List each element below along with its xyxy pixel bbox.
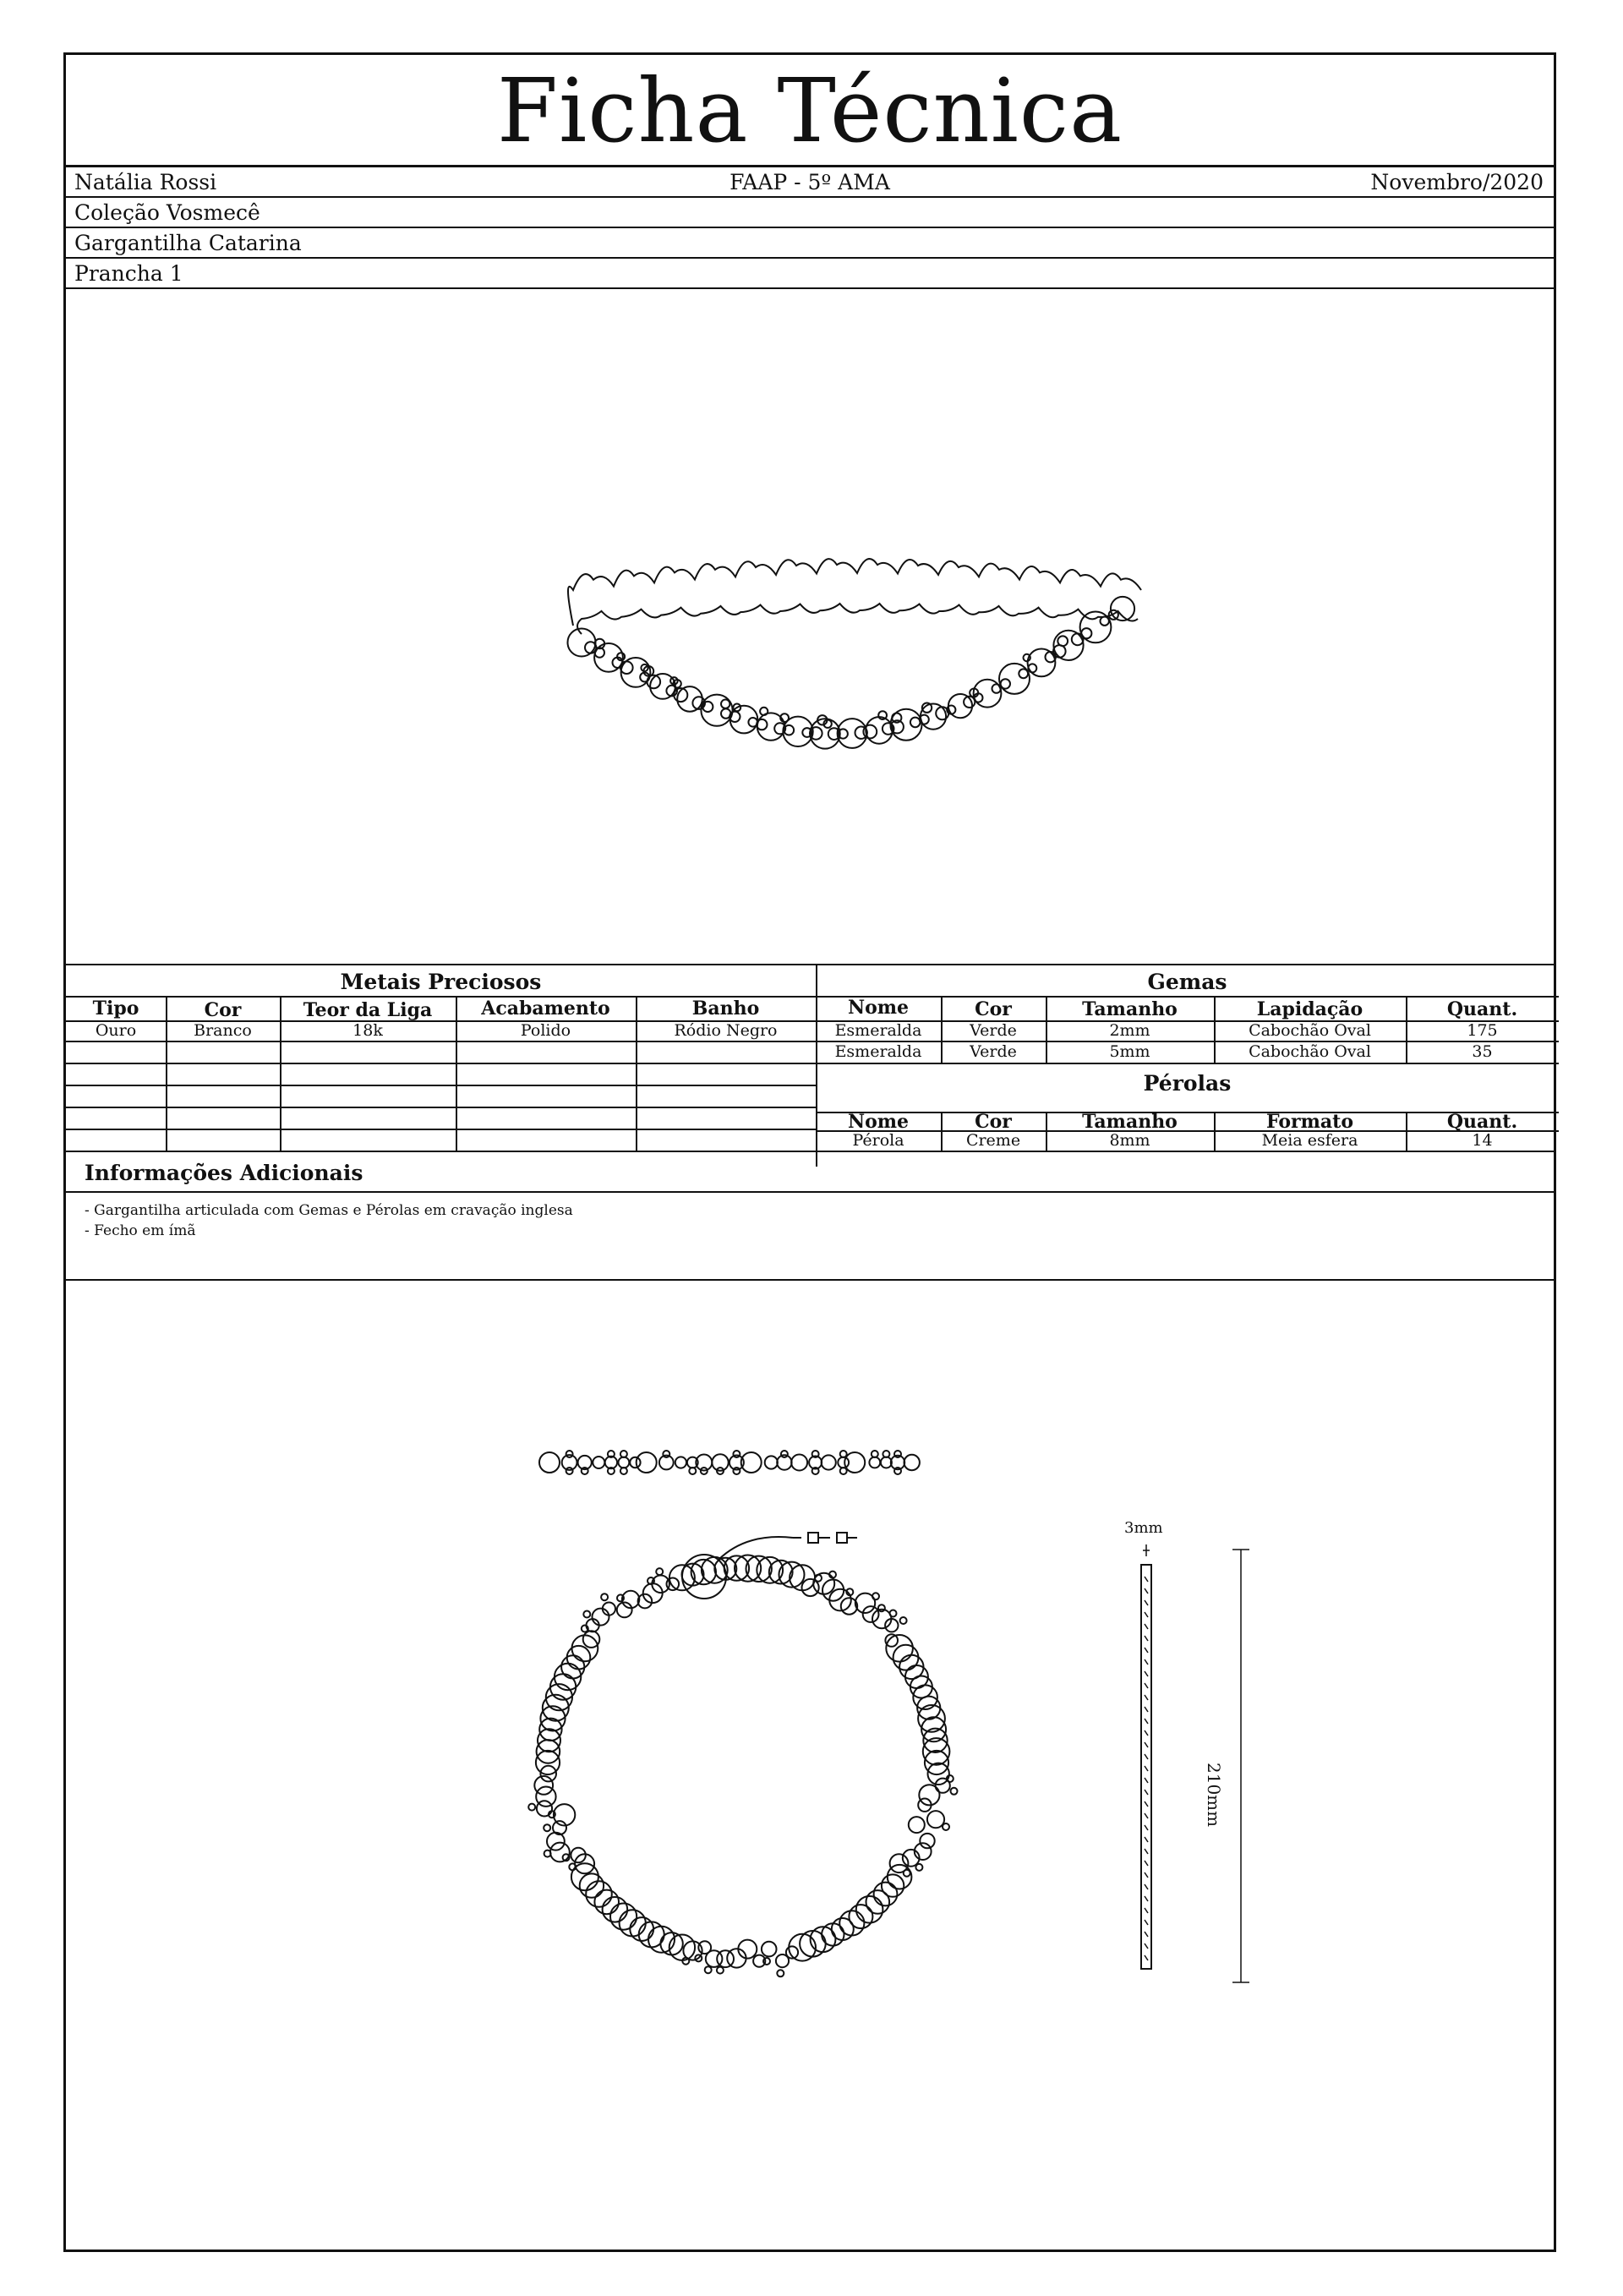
ring-stone	[863, 1606, 879, 1622]
ring-stone	[610, 1904, 637, 1930]
metals-cell: Ródio Negro	[674, 1021, 778, 1040]
profile-dash	[1145, 1624, 1148, 1629]
profile-dash	[1145, 1837, 1148, 1842]
ring-stone	[789, 1934, 816, 1961]
header-row-author	[66, 167, 1554, 198]
side-stone	[619, 1457, 630, 1468]
metals-cell: 18k	[352, 1021, 383, 1040]
technical-sheet	[63, 52, 1556, 2252]
profile-dash	[1145, 1861, 1148, 1866]
gems-col-cor: Cor	[975, 998, 1012, 1020]
side-stone	[593, 1457, 604, 1468]
gems-cell: 2mm	[1109, 1021, 1150, 1040]
ring-accent	[601, 1594, 608, 1600]
profile-dash	[1145, 1813, 1148, 1818]
ring-stone	[594, 1890, 619, 1915]
ring-stone	[920, 1834, 934, 1848]
profile-dash	[1145, 1943, 1148, 1949]
pearls-cell: Meia esfera	[1261, 1131, 1358, 1150]
clasp-detail	[793, 1533, 857, 1543]
profile-dash	[1145, 1742, 1148, 1747]
profile-dash	[1145, 1659, 1148, 1665]
profile-dash	[1145, 1908, 1148, 1913]
ring-stone	[776, 1954, 789, 1967]
pearls-title: Pérolas	[1143, 1071, 1232, 1096]
additional-info-bottom	[66, 1279, 1554, 1281]
ring-stone	[909, 1817, 925, 1833]
profile-dash	[1145, 1849, 1148, 1854]
side-stone	[869, 1457, 880, 1468]
gems-col-lapidacao: Lapidação	[1256, 998, 1363, 1020]
profile-dash	[1145, 1801, 1148, 1807]
metals-col-tipo: Tipo	[92, 998, 139, 1020]
side-stone	[765, 1456, 778, 1468]
side-stone	[822, 1455, 836, 1469]
board-number: Prancha 1	[74, 261, 183, 286]
pearls-col-nome: Nome	[847, 1111, 910, 1133]
side-accent	[733, 1451, 740, 1457]
gems-title: Gemas	[1147, 970, 1227, 994]
ring-accent	[900, 1617, 907, 1624]
side-stone	[791, 1455, 807, 1471]
back-band-inner	[577, 604, 1138, 634]
side-stone	[844, 1452, 865, 1473]
front-stone	[838, 719, 867, 748]
institution: FAAP - 5º AMA	[730, 170, 890, 194]
ring-accent	[951, 1788, 958, 1795]
profile-dash	[1145, 1671, 1148, 1676]
profile-dash	[1145, 1707, 1148, 1712]
pearls-cell: Pérola	[852, 1131, 904, 1150]
profile-dash	[1145, 1932, 1148, 1937]
profile-dash	[1145, 1600, 1148, 1605]
ring-accent	[528, 1804, 535, 1811]
metals-col-teor: Teor da Liga	[303, 999, 433, 1021]
pearls-col-tamanho: Tamanho	[1082, 1111, 1178, 1133]
pearls-cell: 14	[1472, 1131, 1493, 1150]
side-accent	[781, 1451, 788, 1457]
profile-dash	[1145, 1648, 1148, 1653]
side-stone	[675, 1457, 686, 1468]
front-stone	[891, 709, 922, 741]
gems-cell: Verde	[970, 1042, 1017, 1061]
front-stone	[677, 686, 702, 712]
metals-title: Metais Preciosos	[340, 970, 542, 994]
profile-dash	[1145, 1636, 1148, 1641]
side-stone	[838, 1457, 849, 1468]
front-stone	[730, 706, 758, 734]
pearls-cell: 8mm	[1109, 1131, 1150, 1150]
additional-info-line: - Fecho em ímã	[85, 1222, 196, 1239]
profile-dash	[1145, 1896, 1148, 1901]
side-accent	[566, 1468, 573, 1474]
profile-dash	[1145, 1766, 1148, 1771]
metals-row-line	[66, 1063, 816, 1064]
front-stone	[1019, 669, 1028, 678]
gems-cell: Cabochão Oval	[1249, 1021, 1371, 1040]
additional-info-title: Informações Adicionais	[85, 1161, 363, 1185]
ring-stone	[886, 1635, 913, 1662]
profile-dash	[1145, 1588, 1148, 1594]
dimension-drawing	[1063, 1509, 1283, 2016]
accent-stone	[1057, 636, 1068, 646]
necklace-perspective-drawing	[556, 516, 1165, 769]
author-name: Natália Rossi	[74, 170, 217, 194]
front-stone	[1101, 617, 1109, 626]
pearls-col-formato: Formato	[1265, 1111, 1354, 1133]
tables-bottom-border	[66, 1151, 1554, 1152]
ring-stone	[630, 1917, 653, 1941]
metals-cell: Ouro	[95, 1021, 137, 1040]
pearls-cell: Creme	[965, 1131, 1021, 1150]
profile-dash	[1145, 1612, 1148, 1617]
ring-stone	[550, 1843, 570, 1862]
dimension-thickness-label: 3mm	[1124, 1519, 1163, 1537]
ring-stone	[547, 1833, 565, 1850]
metals-col-acabamento: Acabamento	[481, 998, 610, 1020]
ring-accent	[777, 1970, 784, 1976]
front-stone	[910, 718, 921, 728]
gems-cell: Esmeralda	[834, 1042, 922, 1061]
back-band-outline	[568, 559, 1141, 626]
gems-cell: 5mm	[1109, 1042, 1150, 1061]
header-row-piece	[66, 228, 1554, 259]
profile-dash	[1145, 1955, 1148, 1960]
ring-stone	[583, 1631, 600, 1648]
pearls-col-quant: Quant.	[1446, 1111, 1518, 1133]
metals-col-cor: Cor	[204, 999, 242, 1021]
side-accent	[894, 1468, 901, 1474]
ring-accent	[890, 1610, 897, 1617]
ring-accent	[915, 1864, 922, 1871]
metals-cell: Polido	[520, 1021, 571, 1040]
profile-dash	[1145, 1695, 1148, 1700]
table-top-border	[66, 964, 1554, 965]
date: Novembro/2020	[1370, 170, 1544, 194]
ring-accent	[544, 1824, 550, 1831]
profile-dash	[1145, 1825, 1148, 1830]
side-stone	[630, 1457, 640, 1468]
front-stone	[992, 684, 1001, 692]
front-stone	[783, 717, 812, 746]
metals-row-line	[66, 1129, 816, 1130]
metals-col-banho: Banho	[691, 998, 760, 1020]
ring-accent	[705, 1966, 712, 1973]
ring-stone	[586, 1881, 612, 1907]
ring-stone	[919, 1785, 939, 1805]
ring-stone	[536, 1787, 555, 1807]
profile-dash	[1145, 1730, 1148, 1736]
gems-cell: Verde	[970, 1021, 1017, 1040]
ring-stone	[593, 1609, 609, 1626]
ring-stone	[698, 1941, 711, 1954]
profile-dash	[1145, 1719, 1148, 1724]
metals-row-line	[66, 1085, 816, 1086]
additional-info-divider	[66, 1191, 1554, 1193]
header-row-board	[66, 259, 1554, 289]
collection-name: Coleção Vosmecê	[74, 200, 260, 225]
ring-stone	[936, 1779, 950, 1793]
pearls-col-cor: Cor	[975, 1111, 1012, 1133]
side-accent	[566, 1451, 573, 1457]
page-title: Ficha Técnica	[66, 55, 1554, 167]
profile-dash	[1145, 1754, 1148, 1759]
pearls-top-border	[816, 1063, 1559, 1064]
metals-row-line	[66, 1107, 816, 1108]
ring-accent	[943, 1823, 949, 1830]
gems-col-nome: Nome	[847, 997, 910, 1019]
gems-cell: 175	[1467, 1021, 1498, 1040]
ring-accent	[656, 1568, 663, 1575]
header-row-collection	[66, 198, 1554, 228]
ring-stone	[667, 1578, 680, 1591]
ring-stone	[580, 1873, 604, 1897]
ring-accent	[583, 1611, 590, 1618]
ring-accent	[717, 1967, 724, 1974]
side-accent	[663, 1451, 669, 1457]
metals-cell: Branco	[194, 1021, 252, 1040]
profile-dash	[1145, 1790, 1148, 1795]
dimension-height-label: 210mm	[1204, 1763, 1224, 1828]
side-accent	[733, 1468, 740, 1474]
gems-col-tamanho: Tamanho	[1082, 998, 1178, 1020]
necklace-side-view-drawing	[539, 1441, 928, 1484]
ring-stone	[762, 1942, 777, 1957]
gems-col-quant: Quant.	[1446, 998, 1518, 1020]
gems-cell: 35	[1472, 1042, 1493, 1061]
accent-stone	[721, 700, 730, 708]
profile-dash	[1145, 1778, 1148, 1783]
ring-stone	[553, 1821, 566, 1834]
side-stone	[539, 1452, 560, 1473]
necklace-top-view-drawing	[522, 1509, 962, 1991]
ring-stone	[927, 1811, 944, 1828]
piece-name: Gargantilha Catarina	[74, 231, 302, 255]
additional-info-line: - Gargantilha articulada com Gemas e Pérolas em cravação inglesa	[85, 1202, 573, 1219]
ring-stone	[603, 1897, 628, 1922]
profile-dash	[1145, 1683, 1148, 1688]
profile-dash	[1145, 1872, 1148, 1878]
profile-dash	[1145, 1884, 1148, 1889]
gems-cell: Esmeralda	[834, 1021, 922, 1040]
profile-dash	[1145, 1920, 1148, 1925]
side-stone	[904, 1455, 920, 1470]
profile-dash	[1145, 1577, 1148, 1582]
side-accent	[894, 1451, 901, 1457]
gems-cell: Cabochão Oval	[1249, 1042, 1371, 1061]
side-stone	[637, 1452, 657, 1473]
ring-stone	[571, 1848, 585, 1862]
metals-row-line	[66, 1041, 816, 1042]
front-stone	[866, 717, 893, 744]
ring-stone	[534, 1776, 553, 1795]
